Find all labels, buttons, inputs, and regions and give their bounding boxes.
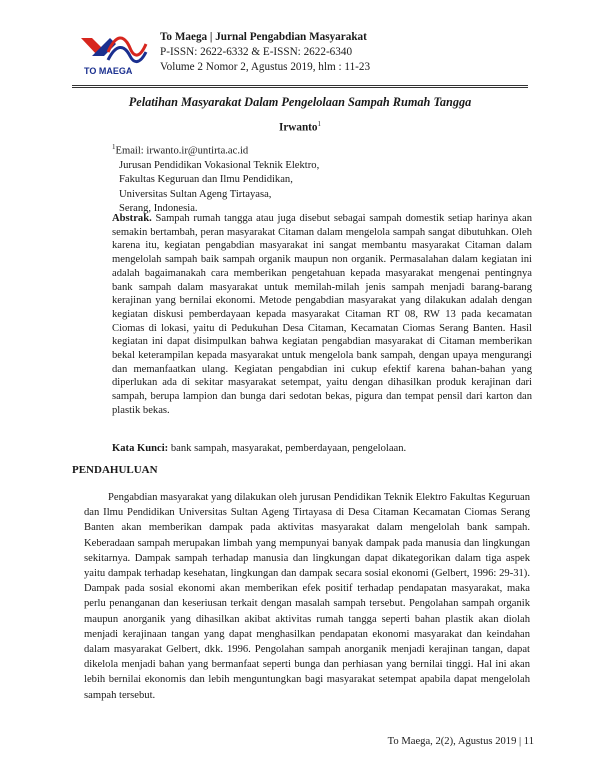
journal-title: To Maega | Jurnal Pengabdian Masyarakat — [160, 31, 367, 43]
affiliation-city: Serang, Indonesia. — [119, 203, 198, 215]
affiliation-faculty: Fakultas Keguruan dan Ilmu Pendidikan, — [119, 174, 293, 186]
keywords — [112, 442, 532, 456]
abstract-text: Sampah rumah tangga atau juga disebut sebagai sampah domestik setiap harinya akan semakin bertambah, peran masyarakat Citaman dalam mengelola sampah sangat dibutuhkan. Oleh karena itu, kegiatan pengabdian masyarakat ini sangat membantu masyarakat Citaman dalam mengelolah sampah baik sampah organik maupun non organik. Permasalahan dalam kegiatan ini adalah bagaimanakah cara memberikan pengetahuan kepada masyarakat mengenai pentingnya bank sampah dalam masyarakat untuk memilah-milah jenis sampah menjadi barang-barang kerajinan yang bernilai ekonomi. Metode pengabdian masyarakat yang dilakukan adalah dengan kegiatan diskusi pemberdayaan kepada masyarakat Citaman RT 08, RW 13 pada kecamatan Ciomas di lokasi, yaitu di Pedukuhan Desa Citaman, Kecamatan Ciomas Serang Banten. Hasil kegiatan ini dapat disimpulkan bahwa kegiatan pengabdian masyarakat di Citaman memberikan bekal keterampilan kepada masyarakat untuk mengelola bank sampah, dengan upaya mengurangi dan memanfaatkan ulang. Kegiatan pengabdian ini cukup efektif karena bahan-bahan yang diperlukan ada di sekitar masyarakat setempat, yaitu dengan dihasilkan produk kerajinan dari sampah, berupa lampion dan bunga dari sedotan bekas, pigura dan tempat pensil dari karton dan plastik bekas. — [112, 213, 532, 416]
journal-logo — [78, 30, 148, 80]
header-divider-second — [72, 87, 528, 88]
section-heading: PENDAHULUAN — [72, 464, 158, 476]
logo-text: TO MAEGA — [84, 66, 133, 76]
journal-volume: Volume 2 Nomor 2, Agustus 2019, hlm : 11-23 — [160, 61, 371, 73]
intro-paragraph: Pengabdian masyarakat yang dilakukan oleh jurusan Pendidikan Teknik Elektro Fakultas Keguruan dan Ilmu Pendidikan Universitas Sultan Ageng Tirtayasa di Desa Citaman Kecamatan Ciomas Serang Banten akan memberikan dampak pada aktivitas masyarakat dalam mengelolah bank sampah. Keberadaan sampah merupakan limbah yang mempunyai banyak dampak pada manusia dan lingkungan sekitarnya. Dampak sampah terhadap manusia dan lingkungan dapat dikategorikan dalam tiga aspek yaitu dampak terhadap kesehatan, lingkungan dan dampak secara sosial ekonomi (Gelbert, 1996: 29-31). Dampak pada sosial ekonomi akan memberikan efek positif terhadap pendapatan masyarakat, maka perlu penanganan dan keseriusan terkait dengan masalah sampah tersebut. Pengolahan sampah organik maupun anorganik yang dihasilkan akibat aktivitas rumah tangga seperti bahan plastik akan diolah menjadi kerajinaan tangan yang dapat menghasilkan pendapatan ekonomi masyarakat dan keindahan dalam masyarakat Gelbert, dkk. 1996. Pengolahan sampah anorganik menjadi kerajinan tangan, dapat dikelola menjadi bahan yang bermanfaat seperti bunga dan perhiasan yang bernilai tinggi. Hal ini akan lebih bernilai ekonomis dan lebih menguntungkan bagi masyarakat setempat apabila dapat mengelolah sampah tersebut. — [84, 492, 530, 701]
affiliation-block — [112, 140, 319, 217]
journal-issn: P-ISSN: 2622-6332 & E-ISSN: 2622-6340 — [160, 46, 353, 58]
keywords-label: Kata Kunci: — [112, 443, 169, 454]
abstract-label: Abstrak. — [112, 213, 152, 224]
author-superscript: 1 — [317, 120, 322, 128]
author-line — [0, 120, 600, 134]
affiliation-email: Email: irwanto.ir@untirta.ac.id — [115, 145, 249, 157]
affiliation-department: Jurusan Pendidikan Vokasional Teknik Elektro, — [119, 159, 320, 171]
page-footer: To Maega, 2(2), Agustus 2019 | 11 — [387, 736, 534, 747]
affiliation-university: Universitas Sultan Ageng Tirtayasa, — [119, 188, 272, 200]
keywords-text: bank sampah, masyarakat, pemberdayaan, pengelolaan. — [168, 443, 407, 454]
affiliation-email-line — [112, 140, 319, 159]
affiliation-superscript: 1 — [112, 143, 116, 151]
abstract — [112, 212, 532, 418]
paper-title: Pelatihan Masyarakat Dalam Pengelolaan Sampah Rumah Tangga — [128, 95, 472, 109]
author-name: Irwanto — [278, 121, 318, 134]
